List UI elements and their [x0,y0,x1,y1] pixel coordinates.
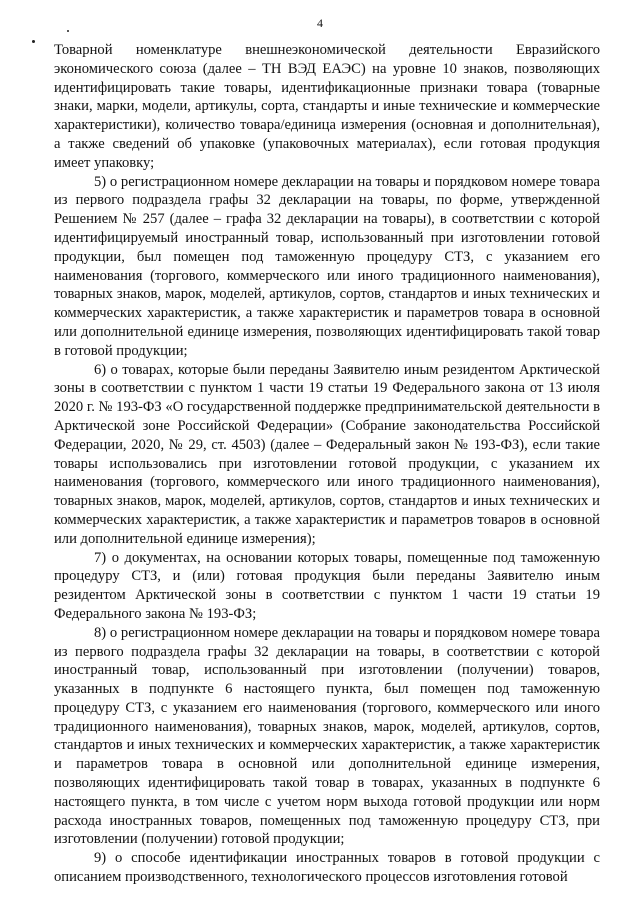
paragraph-continuation: Товарной номенклатуре внешнеэкономической деятельности Евразийского экономического союза (далее – ТН ВЭД ЕАЭС) на уровне 10 знаков, позволяющих идентифицировать такие товары, идентификационные признаки товара (товарные знаки, марки, модели, артикулы, сорта, стандарты и иные технические и коммерческие характеристики), количество товара/единица измерения (основная и дополнительная), а также сведений об упаковке (упаковочных материалах), если готовая продукция имеет упаковку; [54,42,600,171]
scan-artifact-dot [32,40,35,43]
paragraph-item-8: 8) о регистрационном номере декларации на товары и порядковом номере товара из первого подраздела графы 32 декларации на товары, в соответствии с которой иностранный товар, использованный при изготовлении (получении) товаров, указанных в подпункте 6 настоящего пункта, был помещен под таможенную процедуру СТЗ, с указанием его наименования (торгового, коммерческого или иного традиционного наименования), товарных знаков, марок, моделей, артикулов, сортов, стандартов и иных технических и коммерческих характеристик, а также характеристик и параметров товара в основной или дополнительной единице измерения, позволяющих идентифицировать такой товар в товарах, указанных в подпункте 6 настоящего пункта, в том числе с учетом норм выхода готовой продукции или норм расхода иностранных товаров, помещенных под таможенную процедуру СТЗ, при изготовлении (получении) готовой продукции; [54,624,600,848]
paragraph-item-9: 9) о способе идентификации иностранных товаров в готовой продукции с описанием производственного, технологического процессов изготовления готовой [54,850,600,886]
paragraph-item-7: 7) о документах, на основании которых товары, помещенные под таможенную процедуру СТЗ, и (или) готовая продукция были переданы Заявителю иным резидентом Арктической зоны в соответствии с пунктом 1 части 19 статьи 19 Федерального закона № 193-ФЗ; [54,549,600,622]
paragraph-item-5: 5) о регистрационном номере декларации на товары и порядковом номере товара из первого подраздела графы 32 декларации на товары, по форме, утвержденной Решением № 257 (далее – графа 32 декларации на товары), в соответствии с которой идентифицируемый иностранный товар, использованный при изготовлении готовой продукции, был помещен под таможенную процедуру СТЗ, с указанием его наименования (торгового, коммерческого или иного традиционного наименования), товарных знаков, марок, моделей, артикулов, сортов, стандартов и иных технических и коммерческих характеристик, а также характеристик и параметров товара в основной или дополнительной единице измерения, позволяющих идентифицировать такой товар в готовой продукции; [54,173,600,359]
paragraph-item-6: 6) о товарах, которые были переданы Заявителю иным резидентом Арктической зоны в соответствии с пунктом 1 части 19 статьи 19 Федерального закона от 13 июля 2020 г. № 193-ФЗ «О государственной поддержке предпринимательской деятельности в Арктической зоне Российской Федерации» (Собрание законодательства Российской Федерации, 2020, № 29, ст. 4503) (далее – Федеральный закон № 193-ФЗ), если такие товары использовались при изготовлении готовой продукции, с указанием их наименования (торгового, коммерческого или иного традиционного наименования), товарных знаков, марок, моделей, артикулов, сортов, стандартов и иных технических и коммерческих характеристик, а также характеристик и параметров товаров в основной или дополнительной единице измерения); [54,361,600,547]
document-body [54,41,600,887]
scan-artifact-dot [67,30,69,32]
page-number: 4 [317,16,323,30]
